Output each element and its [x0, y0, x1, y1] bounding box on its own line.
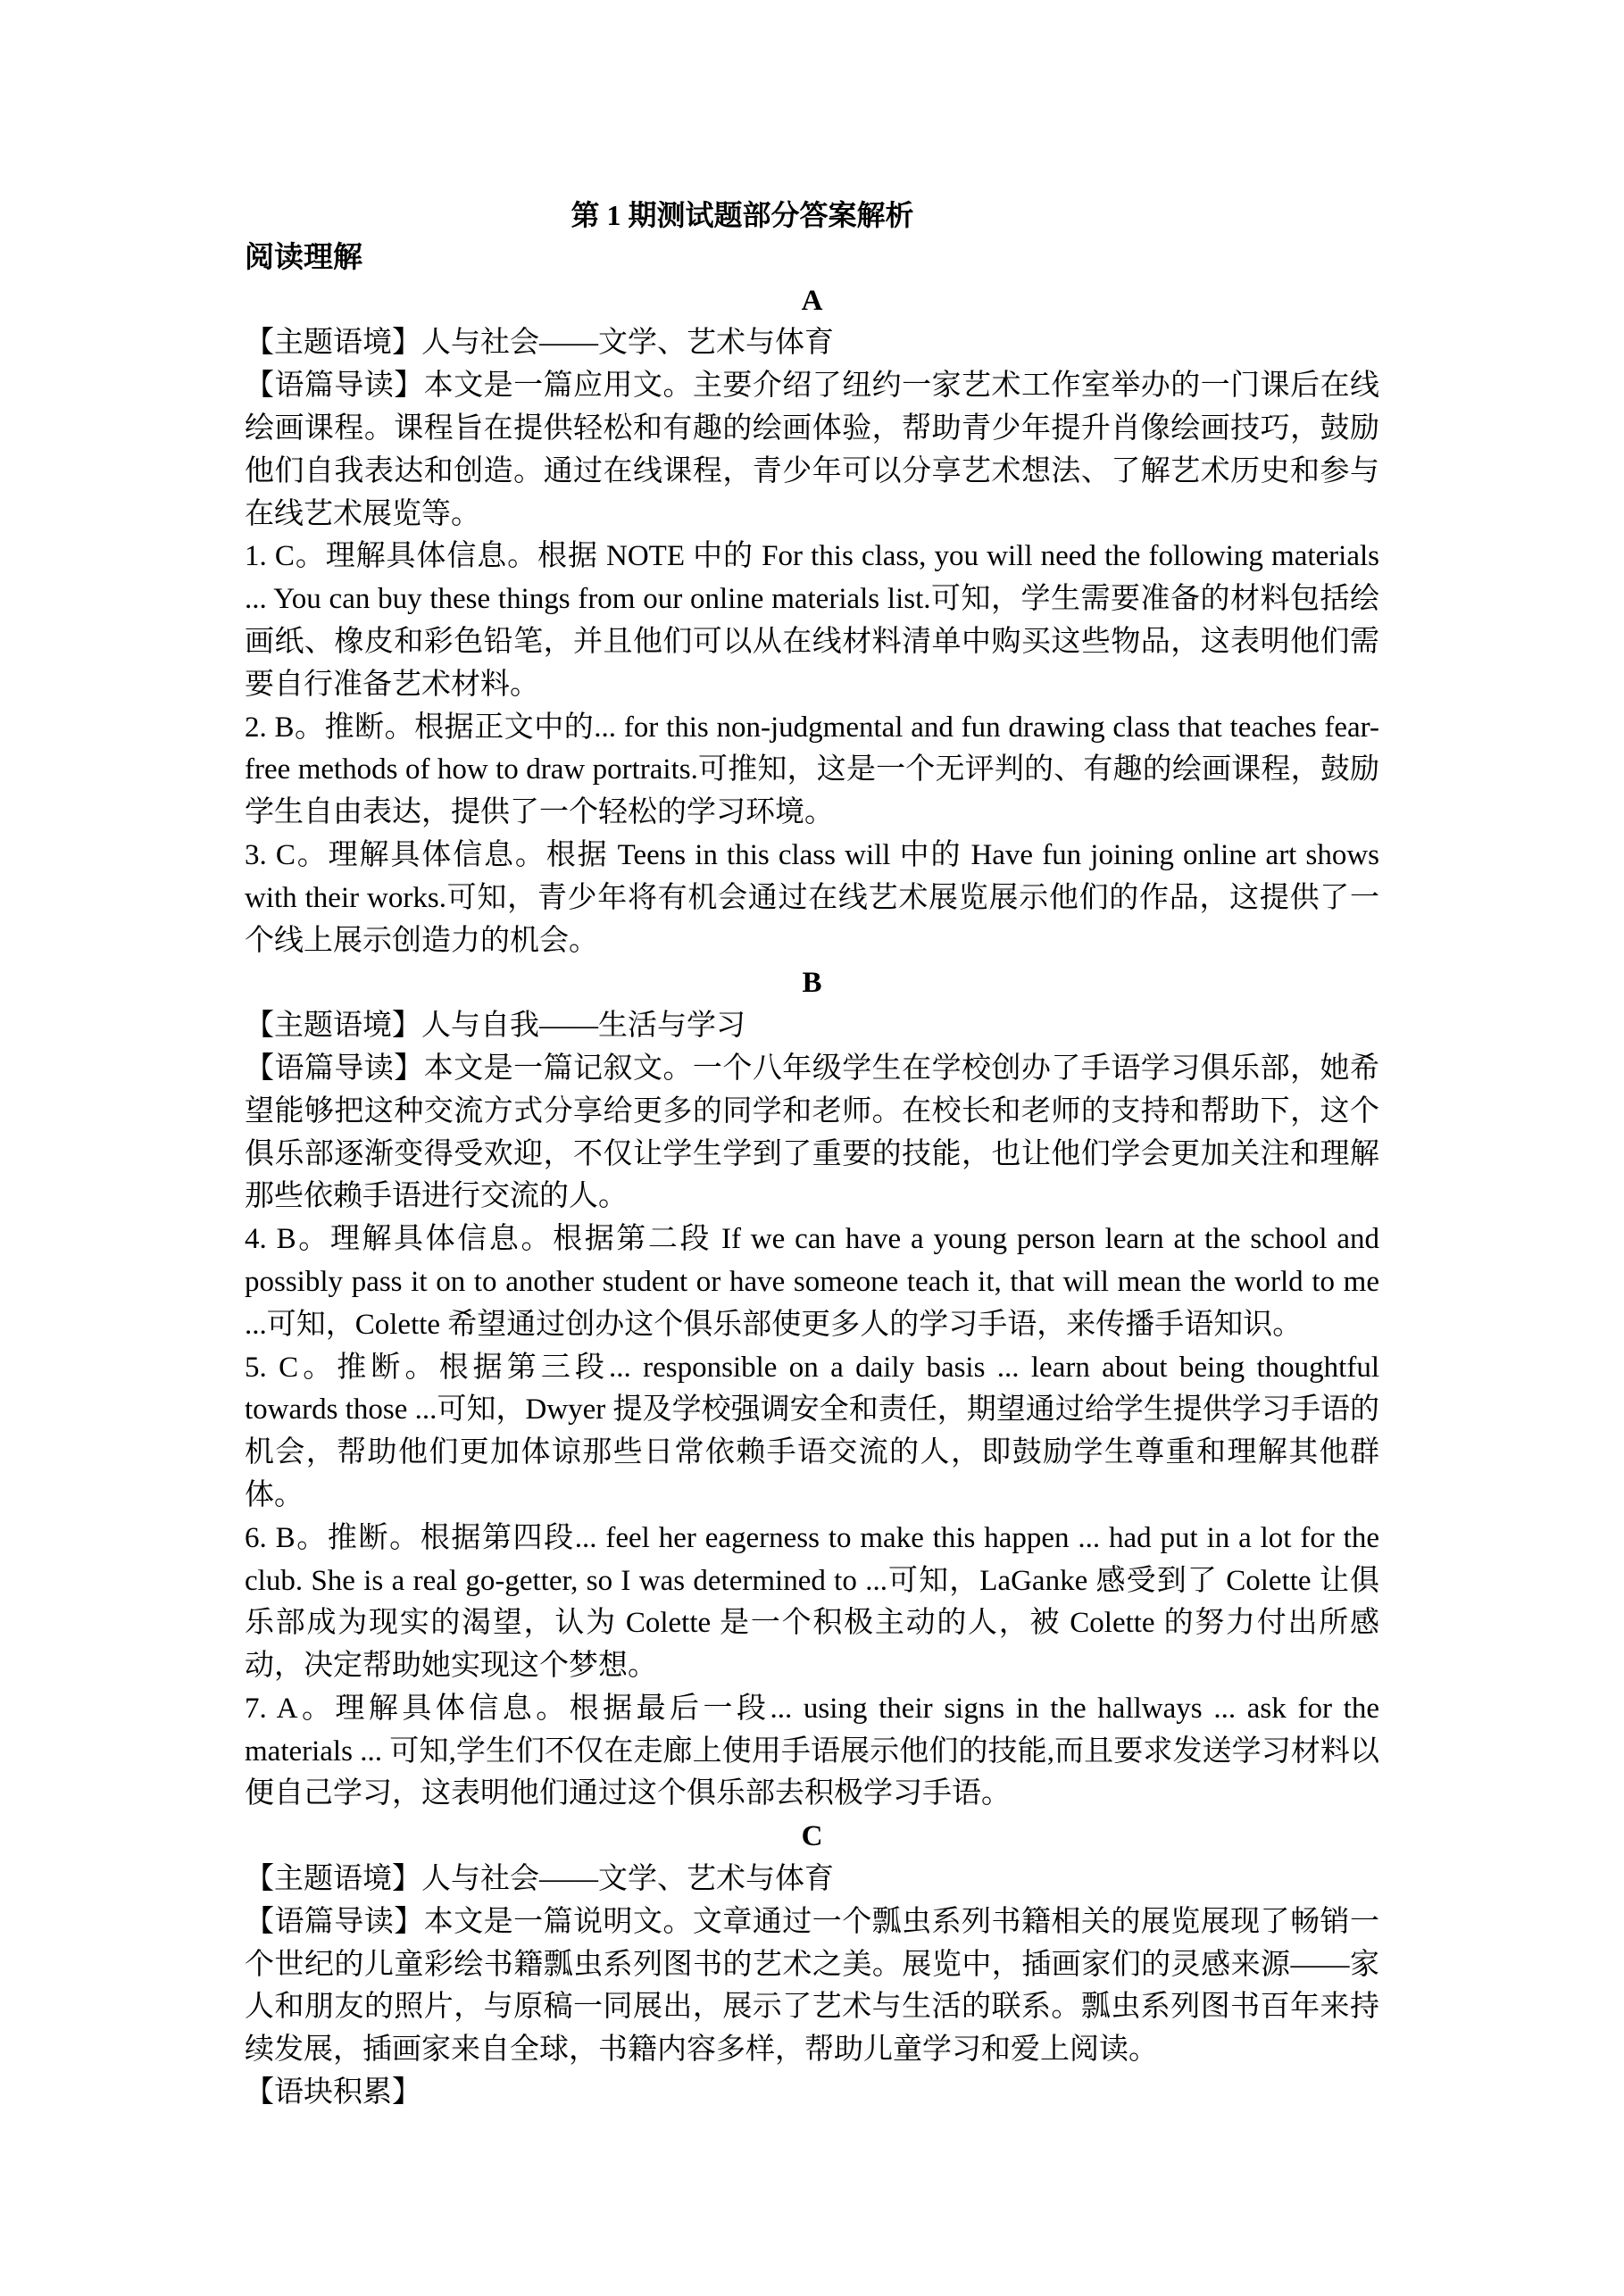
answer-item-6: 6. B。推断。根据第四段... feel her eagerness to make this happen ... had put in a lot for the club. She is a real go-getter, so I was determined to ...可知，LaGanke 感受到了 Colette 让俱乐部成为现实的渴望，认为 Colette 是一个积极主动的人，被 Colette 的努力付出所感动，决定帮助她实现这个梦想。: [245, 1521, 1379, 1683]
passage-a-theme-label: 【主题语境】: [245, 327, 421, 360]
passage-b-theme-line: [245, 1005, 1379, 1048]
passage-b-intro-text: 本文是一篇记叙文。一个八年级学生在学校创办了手语学习俱乐部，她希望能够把这种交流方式分享给更多的同学和老师。在校长和老师的支持和帮助下，这个俱乐部逐渐变得受欢迎，不仅让学生学到了重要的技能，也让他们学会更加关注和理解那些依赖手语进行交流的人。: [245, 1052, 1380, 1213]
passage-b-letter: B: [802, 967, 822, 1000]
passage-a-intro: [245, 365, 1379, 536]
passage-c-theme-label: 【主题语境】: [245, 1863, 421, 1896]
answer-item-5: 5. C。推断。根据第三段... responsible on a daily basis ... learn about being thoughtful towards those ...可知，Dwyer 提及学校强调安全和责任，期望通过给学生提供学习手语的机会，帮助他们更加体谅那些日常依赖手语交流的人，即鼓励学生尊重和理解其他群体。: [245, 1351, 1379, 1511]
passage-c-intro-text: 本文是一篇说明文。文章通过一个瓢虫系列书籍相关的展览展现了畅销一个世纪的儿童彩绘书籍瓢虫系列图书的艺术之美。展览中，插画家们的灵感来源——家人和朋友的照片，与原稿一同展出，展示了艺术与生活的联系。瓢虫系列图书百年来持续发展，插画家来自全球，书籍内容多样，帮助儿童学习和爱上阅读。: [245, 1905, 1380, 2067]
passage-c-intro-label: 【语篇导读】: [245, 1905, 424, 1938]
passage-a-intro-label: 【语篇导读】: [245, 370, 424, 403]
answer-item-7: 7. A。理解具体信息。根据最后一段... using their signs in the hallways ... ask for the materials ... 可知,学生们不仅在走廊上使用手语展示他们的技能,而且要求发送学习材料以便自己学习，这表明他们通过这个俱乐部去积极学习手语。: [245, 1692, 1379, 1810]
reading-comprehension-heading: 阅读理解: [245, 241, 362, 274]
passage-a-letter: A: [801, 284, 823, 317]
passage-c-letter: C: [801, 1820, 823, 1853]
answer-item-1: 1. C。理解具体信息。根据 NOTE 中的 For this class, you will need the following materials ... You can buy these things from our online materials list.可知，学生需要准备的材料包括绘画纸、橡皮和彩色铅笔，并且他们可以从在线材料清单中购买这些物品，这表明他们需要自行准备艺术材料。: [245, 540, 1379, 701]
passage-b-theme-text: 人与自我——生活与学习: [421, 1010, 745, 1043]
passage-c-theme-text: 人与社会——文学、艺术与体育: [421, 1863, 834, 1896]
passage-b-intro-label: 【语篇导读】: [245, 1052, 424, 1085]
passage-c-intro: [245, 1901, 1379, 2072]
answer-item-4: 4. B。理解具体信息。根据第二段 If we can have a young person learn at the school and possibly pass it on to another student or have someone teach it, that will mean the world to me ...可知，Colette 希望通过创办这个俱乐部使更多人的学习手语，来传播手语知识。: [245, 1223, 1379, 1341]
passage-a-theme-text: 人与社会——文学、艺术与体育: [421, 327, 834, 360]
document-title: 第 1 期测试题部分答案解析: [570, 199, 914, 231]
passage-b-intro: [245, 1048, 1379, 1219]
passage-c-theme-line: [245, 1859, 1379, 1901]
answer-item-2: 2. B。推断。根据正文中的... for this non-judgmental and fun drawing class that teaches fear-free methods of how to draw portraits.可推知，这是一个无评判的、有趣的绘画课程，鼓励学生自由表达，提供了一个轻松的学习环境。: [245, 711, 1379, 829]
passage-a-intro-text: 本文是一篇应用文。主要介绍了纽约一家艺术工作室举办的一门课后在线绘画课程。课程旨在提供轻松和有趣的绘画体验，帮助青少年提升肖像绘画技巧，鼓励他们自我表达和创造。通过在线课程，青少年可以分享艺术想法、了解艺术历史和参与在线艺术展览等。: [245, 370, 1380, 530]
passage-b-theme-label: 【主题语境】: [245, 1010, 421, 1043]
passage-c: [245, 1816, 1379, 2072]
passage-a-theme-line: [245, 322, 1379, 365]
answer-item-3: 3. C。理解具体信息。根据 Teens in this class will 中的 Have fun joining online art shows with their works.可知，青少年将有机会通过在线艺术展览展示他们的作品，这提供了一个线上展示创造力的机会。: [245, 838, 1379, 957]
passage-b: [245, 962, 1379, 1816]
chunk-accumulation-label: 【语块积累】: [245, 2076, 421, 2109]
passage-a: [245, 280, 1379, 963]
